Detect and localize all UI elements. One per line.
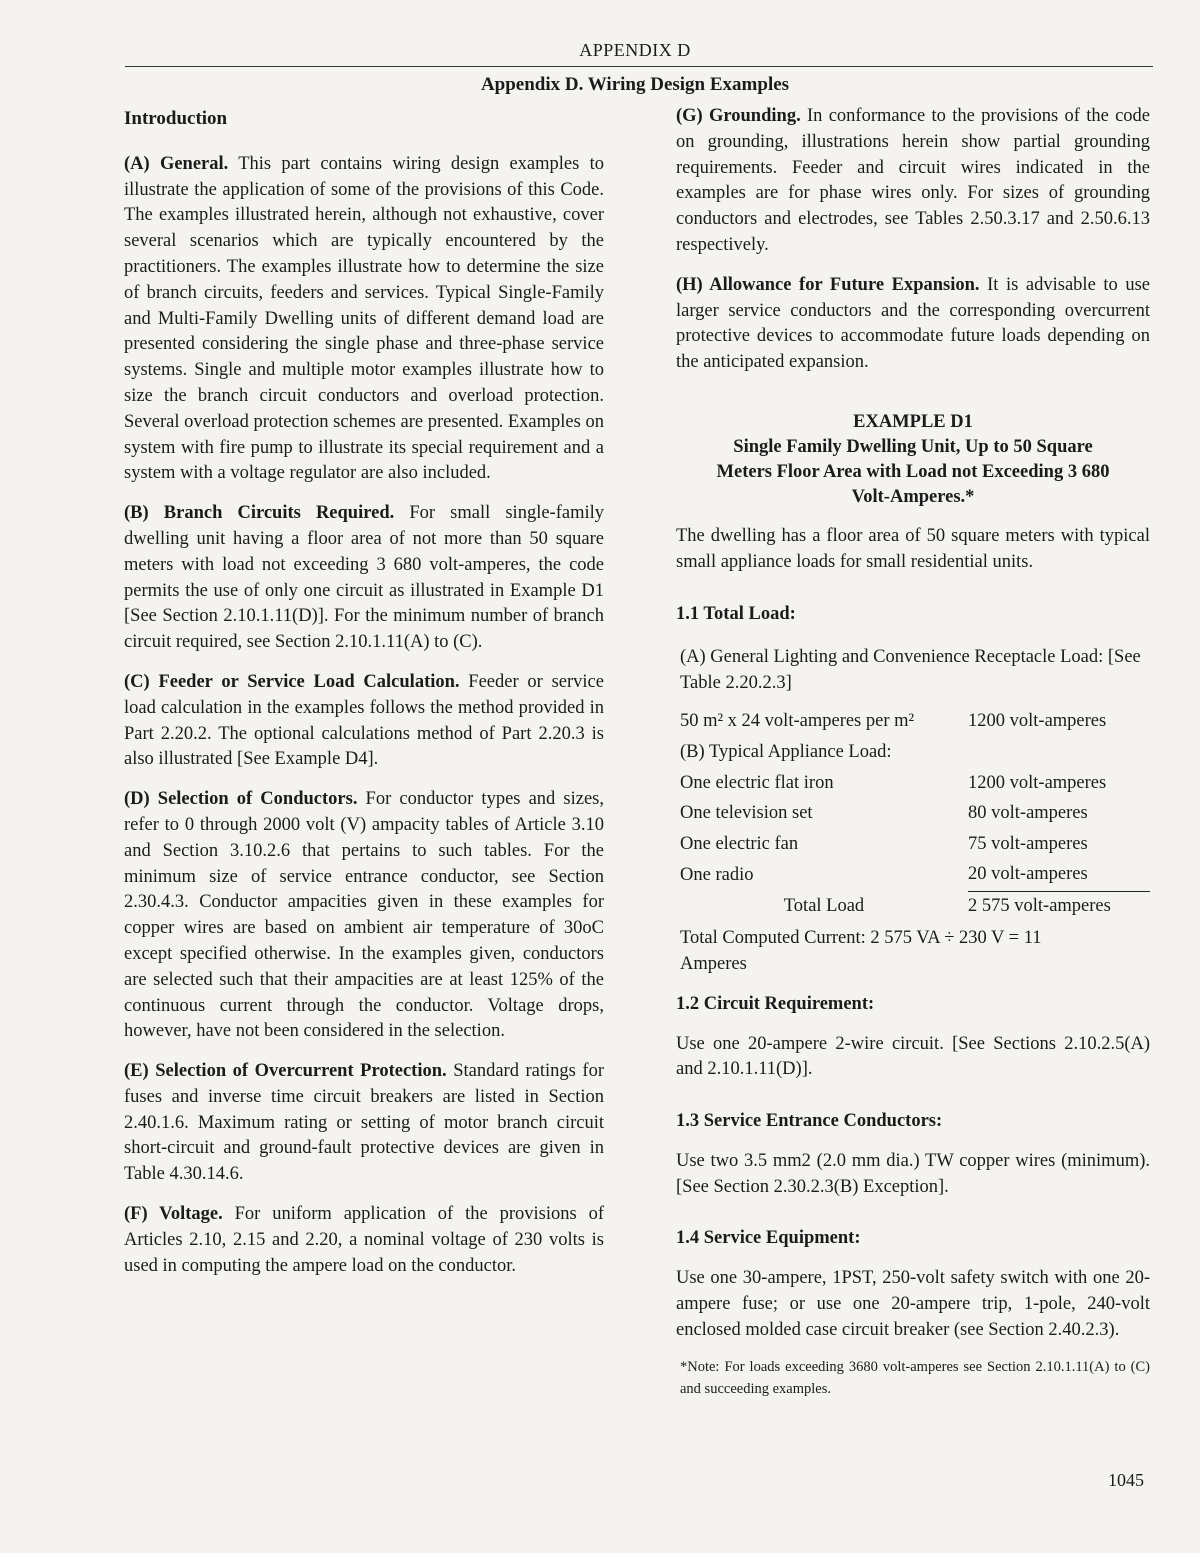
- paragraph-general: [124, 152, 604, 487]
- load-label: 50 m² x 24 volt-amperes per m²: [680, 711, 915, 732]
- table-row: [676, 707, 1150, 738]
- load-value: 75 volt-amperes: [968, 833, 1088, 854]
- footnote: *Note: For loads exceeding 3680 volt-amperes see Section 2.10.1.11(A) to (C) and succeeding examples.: [680, 1358, 1150, 1397]
- load-value: 80 volt-amperes: [968, 803, 1088, 824]
- load-label: One electric fan: [680, 833, 799, 854]
- table-row: [676, 768, 1150, 799]
- service-equipment-text: Use one 30-ampere, 1PST, 250-volt safety switch with one 20-ampere fuse; or use one 20-ampere trip, 1-pole, 240-volt enclosed molded case circuit breaker (see Section 2.40.2.3).: [676, 1268, 1150, 1340]
- section-heading-total-load: 1.1 Total Load:: [676, 603, 796, 624]
- total-label: Total Load: [783, 895, 865, 916]
- general-lighting-text: (A) General Lighting and Convenience Receptacle Load: [See Table 2.20.2.3]: [680, 647, 1141, 694]
- paragraph-label: (E) Selection of Overcurrent Protection.: [124, 1061, 447, 1082]
- paragraph-text: In conformance to the provisions of the code on grounding, illustrations herein show partial grounding requirements. Feeder and circuit wires indicated in the examples are for phase wires only. For sizes of grounding conductors and electrodes, see Tables 2.50.3.17 and 2.50.6.13 respectively.: [676, 106, 1151, 255]
- paragraph-load-calculation: [124, 670, 604, 773]
- paragraph-voltage: [124, 1202, 604, 1279]
- paragraph-grounding: [676, 104, 1150, 259]
- table-row: [676, 799, 1150, 830]
- paragraph-text: Feeder or service load calculation in the examples follows the method provided in Part 2.20.2. The optional calculations method of Part 2.20.3 is also illustrated [See Example D4].: [124, 671, 604, 770]
- page-title: Appendix D. Wiring Design Examples: [480, 74, 790, 95]
- left-column: [124, 104, 604, 1279]
- load-label: One television set: [680, 803, 813, 824]
- total-value: 2 575 volt-amperes: [968, 895, 1111, 916]
- example-heading: [676, 410, 1150, 510]
- load-value: 20 volt-amperes: [968, 860, 1150, 891]
- introduction-heading: Introduction: [124, 108, 228, 129]
- header-rule: [125, 66, 1153, 67]
- circuit-requirement-text: Use one 20-ampere 2-wire circuit. [See Sections 2.10.2.5(A) and 2.10.1.11(D)].: [676, 1033, 1150, 1080]
- table-row: [676, 860, 1150, 891]
- load-value: 1200 volt-amperes: [968, 711, 1107, 732]
- example-label: EXAMPLE D1: [853, 411, 973, 432]
- example-title-line: Volt-Amperes.*: [851, 486, 975, 507]
- load-label: One electric flat iron: [680, 772, 834, 793]
- paragraph-label: (C) Feeder or Service Load Calculation.: [124, 671, 460, 692]
- page-number: 1045: [1108, 1470, 1144, 1490]
- paragraph-label: (B) Branch Circuits Required.: [124, 503, 395, 524]
- load-table: [676, 707, 1150, 922]
- paragraph-label: (D) Selection of Conductors.: [124, 789, 358, 810]
- paragraph-label: (A) General.: [124, 153, 229, 174]
- appliance-heading: (B) Typical Appliance Load:: [680, 741, 892, 762]
- paragraph-future-expansion: [676, 273, 1150, 376]
- example-title-line: Meters Floor Area with Load not Exceeding 3 680: [716, 461, 1110, 482]
- computed-current: Total Computed Current: 2 575 VA ÷ 230 V = 11 Amperes: [680, 928, 1042, 974]
- running-head: APPENDIX D: [579, 40, 691, 60]
- paragraph-label: (G) Grounding.: [676, 106, 801, 126]
- paragraph-text: For uniform application of the provisions of Articles 2.10, 2.15 and 2.20, a nominal voltage of 230 volts is used in computing the ampere load on the conductor.: [124, 1204, 604, 1276]
- paragraph-text: For small single-family dwelling unit having a floor area of not more than 50 square meters with load not exceeding 3 680 volt-amperes, the code permits the use of only one circuit as illustrated in Example D1 [See Section 2.10.1.11(D)]. For the minimum number of branch circuit required, see Section 2.10.1.11(A) to (C).: [124, 503, 604, 653]
- paragraph-text: This part contains wiring design examples to illustrate the application of some of the provisions of this Code. The examples illustrated herein, although not exhaustive, cover several scenarios which are typically encountered by the practitioners. The examples illustrate how to determine the size of branch circuits, feeders and services. Typical Single-Family and Multi-Family Dwelling units of different demand load are presented considering the single phase and three-phase service systems. Single and multiple motor examples illustrate how to size the branch circuit conductors and overload protection. Several overload protection schemes are presented. Examples on system with fire pump to illustrate its special requirement and a system with a voltage regulator are also included.: [124, 153, 604, 484]
- service-entrance-text: Use two 3.5 mm2 (2.0 mm dia.) TW copper wires (minimum). [See Section 2.30.2.3(B) Exception].: [676, 1150, 1150, 1197]
- paragraph-text: Standard ratings for fuses and inverse time circuit breakers are listed in Section 2.40.1.6. Maximum rating or setting of motor branch circuit short-circuit and ground-fault protective devices are given in Table 4.30.14.6.: [124, 1061, 604, 1185]
- example-intro: The dwelling has a floor area of 50 square meters with typical small appliance loads for small residential units.: [676, 525, 1150, 572]
- load-label: One radio: [680, 864, 754, 885]
- section-heading-service-equipment: 1.4 Service Equipment:: [676, 1228, 861, 1249]
- paragraph-label: (F) Voltage.: [124, 1204, 223, 1225]
- table-row: [676, 738, 1150, 769]
- paragraph-label: (H) Allowance for Future Expansion.: [676, 274, 980, 295]
- load-value: 1200 volt-amperes: [968, 772, 1107, 793]
- paragraph-conductors: [124, 787, 604, 1045]
- table-row: [676, 829, 1150, 860]
- example-title-line: Single Family Dwelling Unit, Up to 50 Square: [733, 436, 1093, 457]
- paragraph-text: It is advisable to use larger service conductors and the corresponding overcurrent protective devices to accommodate future loads depending on the anticipated expansion.: [676, 274, 1150, 373]
- section-heading-circuit: 1.2 Circuit Requirement:: [676, 993, 875, 1014]
- section-heading-service-entrance: 1.3 Service Entrance Conductors:: [676, 1111, 943, 1132]
- right-column: [676, 104, 1150, 1400]
- paragraph-overcurrent: [124, 1059, 604, 1188]
- paragraph-text: For conductor types and sizes, refer to 0 through 2000 volt (V) ampacity tables of Article 3.10 and Section 3.10.2.6 that pertains to such tables. For the minimum size of service entrance conductor, see Section 2.30.4.3. Conductor ampacities given in these examples for copper wires are based on ambient air temperature of 30oC except specified otherwise. In the examples given, conductors are selected such that their ampacities are at least 125% of the continuous current through the conductor. Voltage drops, however, have not been considered in the selection.: [124, 789, 604, 1042]
- paragraph-branch-circuits: [124, 501, 604, 656]
- table-row-total: [676, 891, 1150, 922]
